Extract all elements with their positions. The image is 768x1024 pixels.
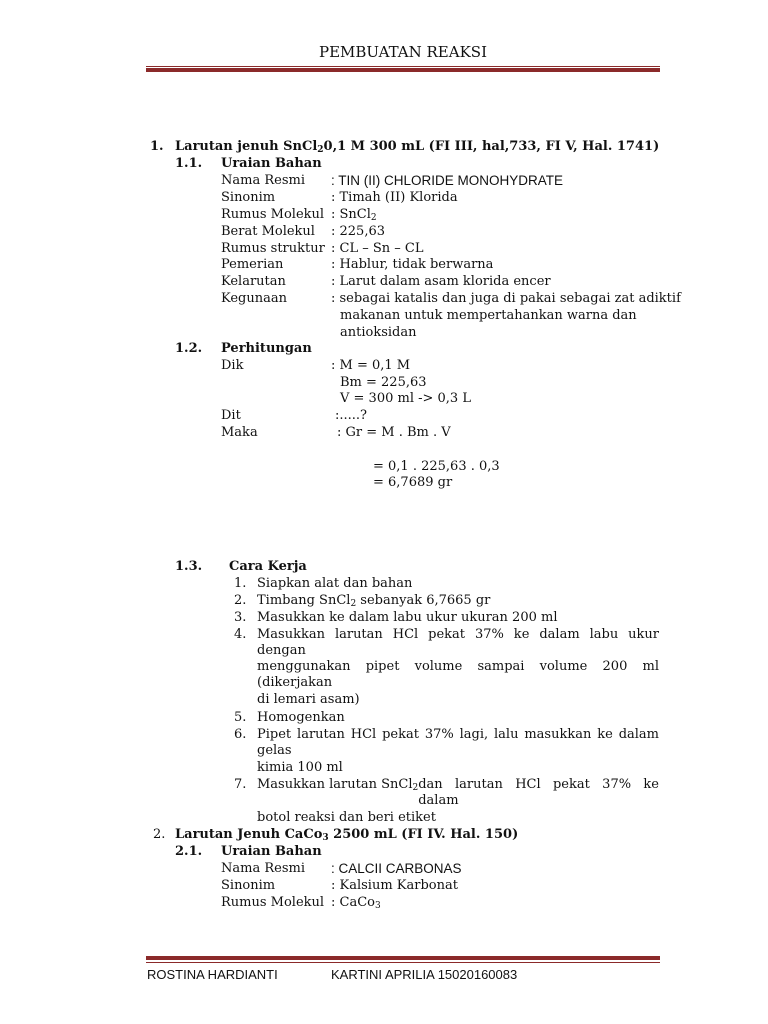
subsection-1-2-number: 1.2. xyxy=(175,341,203,356)
sinonim-value: : Timah (II) Klorida xyxy=(331,190,458,205)
calc-line-1: = 0,1 . 225,63 . 0,3 xyxy=(373,459,500,474)
step-7-sub: 2 xyxy=(412,783,419,793)
step-2-pre: Timbang SnCl xyxy=(257,593,351,608)
step-7-post: dan larutan HCl pekat 37% ke dalam xyxy=(418,777,659,808)
step-2-number: 2. xyxy=(234,593,247,608)
section-1-heading xyxy=(175,139,659,155)
step-4-number: 4. xyxy=(234,627,247,642)
pemerian-label: Pemerian xyxy=(221,257,284,272)
maka-value: : Gr = M . Bm . V xyxy=(337,425,451,440)
kegunaan-line-2: makanan untuk mempertahankan warna dan xyxy=(340,308,637,323)
header-rule-top xyxy=(146,66,660,67)
step-6-line-1: Pipet larutan HCl pekat 37% lagi, lalu masukkan ke dalam gelas xyxy=(257,727,659,758)
page-title: PEMBUATAN REAKSI xyxy=(318,43,487,61)
step-5-text: Homogenkan xyxy=(257,710,345,725)
section-2-heading-sub: 3 xyxy=(322,833,329,843)
step-2-text xyxy=(257,593,490,609)
dik-label: Dik xyxy=(221,358,244,373)
subsection-1-3-title: Cara Kerja xyxy=(229,559,307,574)
step-7-line-2: botol reaksi dan beri etiket xyxy=(257,810,436,825)
step-1-number: 1. xyxy=(234,576,247,591)
subsection-1-1-number: 1.1. xyxy=(175,156,203,171)
step-6-line-2: kimia 100 ml xyxy=(257,760,343,775)
step-7-pre: Masukkan larutan SnCl xyxy=(257,777,413,792)
s2-rumus-molekul-pre: : CaCo xyxy=(331,895,375,910)
step-7-number: 7. xyxy=(234,777,247,792)
section-2-heading-post: 2500 mL (FI IV. Hal. 150) xyxy=(328,827,519,842)
subsection-1-3-number: 1.3. xyxy=(175,559,203,574)
subsection-1-2-title: Perhitungan xyxy=(221,341,312,356)
subsection-2-1-title: Uraian Bahan xyxy=(221,844,322,859)
step-5-number: 5. xyxy=(234,710,247,725)
step-1-text: Siapkan alat dan bahan xyxy=(257,576,413,591)
step-6-number: 6. xyxy=(234,727,247,742)
rumus-struktur-label: Rumus struktur xyxy=(221,241,325,256)
nama-resmi-value: : TIN (II) CHLORIDE MONOHYDRATE xyxy=(331,173,564,188)
calc-line-2: = 6,7689 gr xyxy=(373,475,453,490)
step-7-line-1 xyxy=(257,777,659,809)
sinonim-label: Sinonim xyxy=(221,190,276,205)
subsection-1-1-title: Uraian Bahan xyxy=(221,156,322,171)
rumus-molekul-label: Rumus Molekul xyxy=(221,207,325,222)
s2-rumus-molekul-label: Rumus Molekul xyxy=(221,895,325,910)
footer-rule-top xyxy=(146,956,660,960)
kegunaan-label: Kegunaan xyxy=(221,291,287,306)
rumus-struktur-value: : CL – Sn – CL xyxy=(331,241,424,256)
s2-rumus-molekul-sub: 3 xyxy=(374,901,381,911)
step-3-text: Masukkan ke dalam labu ukur ukuran 200 ml xyxy=(257,610,558,625)
kelarutan-label: Kelarutan xyxy=(221,274,286,289)
section-1-heading-post: 0,1 M 300 mL (FI III, hal,733, FI V, Hal. 1741) xyxy=(323,139,660,154)
footer-rule-bottom xyxy=(146,962,660,963)
s2-sinonim-value: : Kalsium Karbonat xyxy=(331,878,458,893)
s2-nama-resmi-label: Nama Resmi xyxy=(221,861,305,876)
header-rule-bottom xyxy=(146,68,660,72)
s2-rumus-molekul-value xyxy=(331,895,381,911)
step-3-number: 3. xyxy=(234,610,247,625)
s2-sinonim-label: Sinonim xyxy=(221,878,276,893)
step-4-line-1: Masukkan larutan HCl pekat 37% ke dalam labu ukur dengan xyxy=(257,627,659,658)
berat-molekul-value: : 225,63 xyxy=(331,224,385,239)
footer-author-left: ROSTINA HARDIANTI xyxy=(147,967,278,982)
pemerian-value: : Hablur, tidak berwarna xyxy=(331,257,494,272)
step-2-post: sebanyak 6,7665 gr xyxy=(356,593,491,608)
step-7-sub-wrap xyxy=(412,777,659,809)
maka-label: Maka xyxy=(221,425,258,440)
kegunaan-line-3: antioksidan xyxy=(340,325,417,340)
s2-nama-resmi-value: : CALCII CARBONAS xyxy=(331,861,462,876)
section-2-heading xyxy=(175,827,518,843)
berat-molekul-label: Berat Molekul xyxy=(221,224,315,239)
rumus-molekul-value xyxy=(331,207,377,223)
dik-line-3: V = 300 ml -> 0,3 L xyxy=(340,391,471,406)
step-2-sub: 2 xyxy=(350,599,357,609)
subsection-2-1-number: 2.1. xyxy=(175,844,203,859)
dik-line-1: : M = 0,1 M xyxy=(331,358,411,373)
dit-label: Dit xyxy=(221,408,241,423)
kelarutan-value: : Larut dalam asam klorida encer xyxy=(331,274,551,289)
section-1-heading-sub: 2 xyxy=(317,145,324,155)
kegunaan-line-1: : sebagai katalis dan juga di pakai sebagai zat adiktif xyxy=(331,291,681,306)
step-4-line-2: menggunakan pipet volume sampai volume 200 ml (dikerjakan xyxy=(257,659,659,690)
footer-author-right: KARTINI APRILIA 15020160083 xyxy=(331,967,518,982)
nama-resmi-label: Nama Resmi xyxy=(221,173,305,188)
step-4-line-3: di lemari asam) xyxy=(257,692,360,707)
section-2-heading-pre: Larutan Jenuh CaCo xyxy=(175,827,323,842)
rumus-molekul-pre: : SnCl xyxy=(331,207,371,222)
dik-line-2: Bm = 225,63 xyxy=(340,375,427,390)
rumus-molekul-sub: 2 xyxy=(370,213,377,223)
section-2-number: 2. xyxy=(153,827,166,842)
dit-value: :.....? xyxy=(335,408,368,423)
section-1-heading-pre: Larutan jenuh SnCl xyxy=(175,139,318,154)
section-1-number: 1. xyxy=(150,139,164,154)
